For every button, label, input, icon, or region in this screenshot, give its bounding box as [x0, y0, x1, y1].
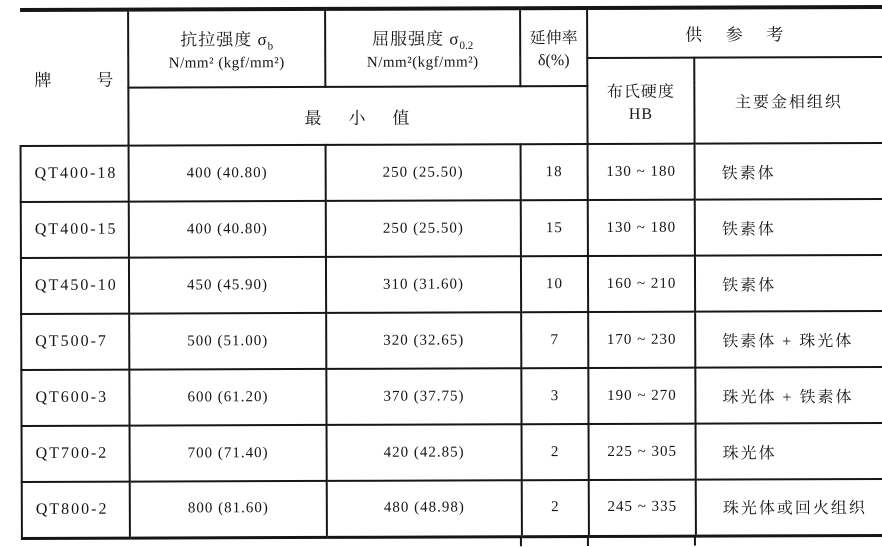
tensile-cell: 400 (40.80) [129, 201, 326, 258]
rule-stub [520, 537, 522, 546]
header-for-reference: 供 参 考 [587, 7, 882, 58]
table-row [21, 367, 882, 426]
brinell-hardness-label: 布氏硬度 [606, 83, 675, 101]
yield-cell: 320 (32.65) [326, 312, 521, 369]
tensile-cell: 700 (71.40) [130, 425, 327, 482]
hardness-cell: 190 ~ 270 [588, 368, 695, 424]
elongation-cell: 18 [521, 144, 588, 200]
brinell-hardness-unit: HB [628, 105, 654, 123]
tensile-cell: 450 (45.90) [129, 257, 326, 314]
tensile-cell: 400 (40.80) [129, 145, 326, 202]
elongation-cell: 15 [521, 200, 588, 256]
header-tensile-strength [128, 9, 325, 88]
header-metallographic-structure: 主要金相组织 [694, 57, 882, 144]
rule-stub [694, 537, 696, 546]
table-row [22, 479, 882, 538]
yield-cell: 310 (31.60) [326, 256, 521, 313]
table-row [21, 199, 882, 258]
tensile-strength-unit: N/mm² (kgf/mm²) [168, 55, 285, 72]
rule-stub [587, 537, 589, 546]
hardness-cell: 225 ~ 305 [589, 424, 696, 480]
sigma-02-subscript: 0.2 [459, 39, 474, 52]
elongation-symbol: δ(%) [537, 52, 570, 70]
hardness-cell: 160 ~ 210 [588, 256, 695, 312]
structure-cell: 珠光体或回火组织 [696, 479, 882, 536]
header-minimum-value: 最 小 值 [128, 86, 587, 146]
structure-cell: 铁素体 [695, 143, 882, 200]
yield-strength-label: 屈服强度 $\sigma_{0.2}$ [372, 29, 474, 52]
grade-cell: QT450-10 [21, 258, 129, 314]
tensile-strength-label: 抗拉强度 $\sigma_b$ [180, 29, 274, 53]
tensile-cell: 500 (51.00) [129, 313, 326, 370]
table-row [21, 311, 882, 370]
table-row [22, 423, 882, 482]
elongation-cell: 2 [522, 424, 589, 480]
structure-cell: 铁素体 [695, 255, 882, 312]
yield-cell: 480 (48.98) [327, 480, 522, 537]
yield-cell: 250 (25.50) [326, 144, 521, 201]
yield-cell: 370 (37.75) [326, 368, 521, 425]
mechanical-properties-table [19, 5, 882, 540]
header-grade: 牌 号 [20, 10, 128, 146]
elongation-label: 延伸率 [529, 30, 578, 48]
structure-cell: 珠光体 [696, 423, 882, 480]
elongation-cell: 2 [522, 480, 589, 536]
table-row [21, 143, 882, 202]
elongation-cell: 7 [521, 312, 588, 368]
hardness-cell: 170 ~ 230 [588, 312, 695, 368]
grade-cell: QT800-2 [22, 482, 130, 538]
yield-strength-unit: N/mm²(kgf/mm²) [366, 54, 479, 71]
sigma-b-subscript: b [267, 40, 274, 53]
header-yield-strength [325, 8, 520, 87]
structure-cell: 珠光体 + 铁素体 [695, 367, 882, 424]
hardness-cell: 130 ~ 180 [588, 200, 695, 256]
grade-cell: QT400-18 [21, 146, 129, 202]
yield-cell: 420 (42.85) [327, 424, 522, 481]
table-row [21, 255, 882, 314]
hardness-cell: 245 ~ 335 [589, 480, 696, 536]
structure-cell: 铁素体 + 珠光体 [695, 311, 882, 368]
tensile-cell: 600 (61.20) [129, 369, 326, 426]
header-elongation [520, 8, 587, 86]
tensile-cell: 800 (81.60) [130, 481, 327, 538]
elongation-cell: 3 [521, 368, 588, 424]
header-brinell-hardness [587, 58, 694, 144]
hardness-cell: 130 ~ 180 [588, 144, 695, 200]
grade-cell: QT600-3 [21, 370, 129, 426]
grade-cell: QT700-2 [22, 426, 130, 482]
structure-cell: 铁素体 [695, 199, 882, 256]
yield-cell: 250 (25.50) [326, 200, 521, 257]
grade-cell: QT400-15 [21, 202, 129, 258]
properties-table [19, 5, 882, 540]
grade-cell: QT500-7 [21, 314, 129, 370]
elongation-cell: 10 [521, 256, 588, 312]
